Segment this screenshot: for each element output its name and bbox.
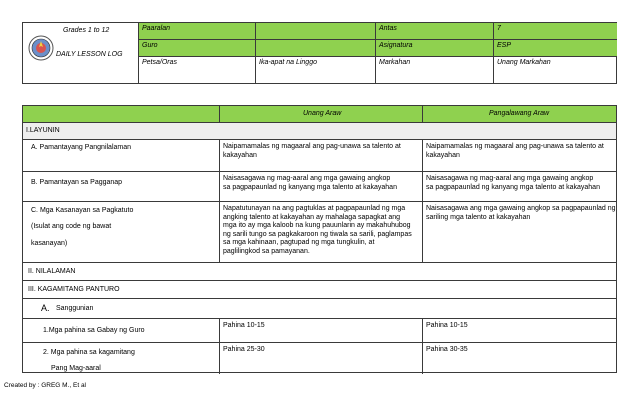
a-col1: Naipamamalas ng magaaral ang pag-unawa sa talento at kakayahan (223, 143, 401, 159)
day2-heading: Pangalawang Araw (489, 110, 550, 117)
row-mga-kasanayan (23, 202, 616, 263)
asignatura-label: Asignatura (376, 40, 494, 57)
layunin-label: I.LAYUNIN (26, 127, 60, 134)
a-col2: Naipamamalas ng magaaral ang pag-unawa sa talento at kakayahan (426, 143, 604, 159)
row-kagamitang-mag-aaral (23, 343, 616, 374)
nilalaman-label: II. NILALAMAN (28, 268, 76, 275)
sanggunian-letter: A. (41, 303, 50, 313)
c-col1: Napatutunayan na ang pagtuklas at pagpapaunlad ng mga angking talento at kakayahan ay mahalaga sapagkat ang mga ito ay mga kaloob na kung pauunlarin ay makahuhubog ng sarili tungo sa pagkakaroon ng tiwala sa sarili, paglampas sa mga kahinaan, pagtupad ng mga tungkulin, at paglilingkod sa pamayanan. (223, 205, 412, 255)
b-col1: Naisasagawa ng mag-aaral ang mga gawaing angkop sa pagpapaunlad ng kanyang mga talento at kakayahan (223, 175, 397, 191)
c-label-1: C. Mga Kasanayan sa Pagkatuto (31, 207, 134, 214)
a-label: A. Pamantayang Pangnilalaman (31, 144, 132, 151)
nilalaman-row (23, 263, 616, 281)
kag-pages-col1: Pahina 25-30 (223, 346, 265, 353)
guro-pages-col2: Pahina 10-15 (426, 322, 468, 329)
guro-value[interactable] (256, 40, 376, 57)
guro-pages-col1: Pahina 10-15 (223, 322, 265, 329)
guro-label: Guro (139, 40, 256, 57)
antas-value: 7 (494, 23, 617, 40)
c-label-2: (Isulat ang code ng bawat (31, 223, 112, 230)
linggo-value: Ika-apat na Linggo (256, 57, 376, 84)
layunin-row (23, 123, 616, 140)
b-col2: Naisasagawa ng mag-aaral ang mga gawaing angkop sa pagpapaunlad ng kanyang mga talento at kakayahan (426, 175, 600, 191)
c-label-3: kasanayan) (31, 240, 68, 247)
row-gabay-ng-guro (23, 319, 616, 343)
kagamitan-label: III. KAGAMITANG PANTURO (28, 286, 120, 293)
guro-pages-label: 1.Mga pahina sa Gabay ng Guro (43, 327, 145, 334)
kag-pages-label-1: 2. Mga pahina sa kagamitang (43, 349, 135, 356)
kagamitan-row (23, 281, 616, 299)
day1-heading: Unang Araw (303, 110, 342, 117)
grades-label: Grades 1 to 12 (63, 27, 110, 34)
day-header-row (23, 106, 616, 123)
sanggunian-row (23, 299, 616, 319)
row-pamantayan-sa-pagganap (23, 172, 616, 202)
title-cell (23, 23, 139, 84)
markahan-value: Unang Markahan (497, 59, 551, 66)
kag-pages-label-2: Pang Mag-aaral (51, 365, 101, 372)
dll-label: DAILY LESSON LOG (56, 51, 123, 58)
antas-label: Antas (376, 23, 494, 40)
header-table (22, 22, 617, 84)
deped-seal-icon (28, 35, 54, 61)
sanggunian-label: Sanggunian (56, 305, 94, 312)
asignatura-value: ESP (494, 40, 617, 57)
kag-pages-col2: Pahina 30-35 (426, 346, 468, 353)
footer-credit: Created by : GREG M., Et al (4, 382, 86, 389)
c-col2: Naisasagawa ang mga gawaing angkop sa pagpapaunlad ng sariling mga talento at kakayahan (426, 205, 616, 221)
markahan-label: Markahan (376, 57, 494, 84)
paaralan-label: Paaralan (139, 23, 256, 40)
petsa-label: Petsa/Oras (139, 57, 256, 84)
paaralan-value[interactable] (256, 23, 376, 40)
lesson-table (22, 105, 617, 373)
row-pamantayang-pangnilalaman (23, 140, 616, 172)
b-label: B. Pamantayan sa Pagganap (31, 179, 123, 186)
